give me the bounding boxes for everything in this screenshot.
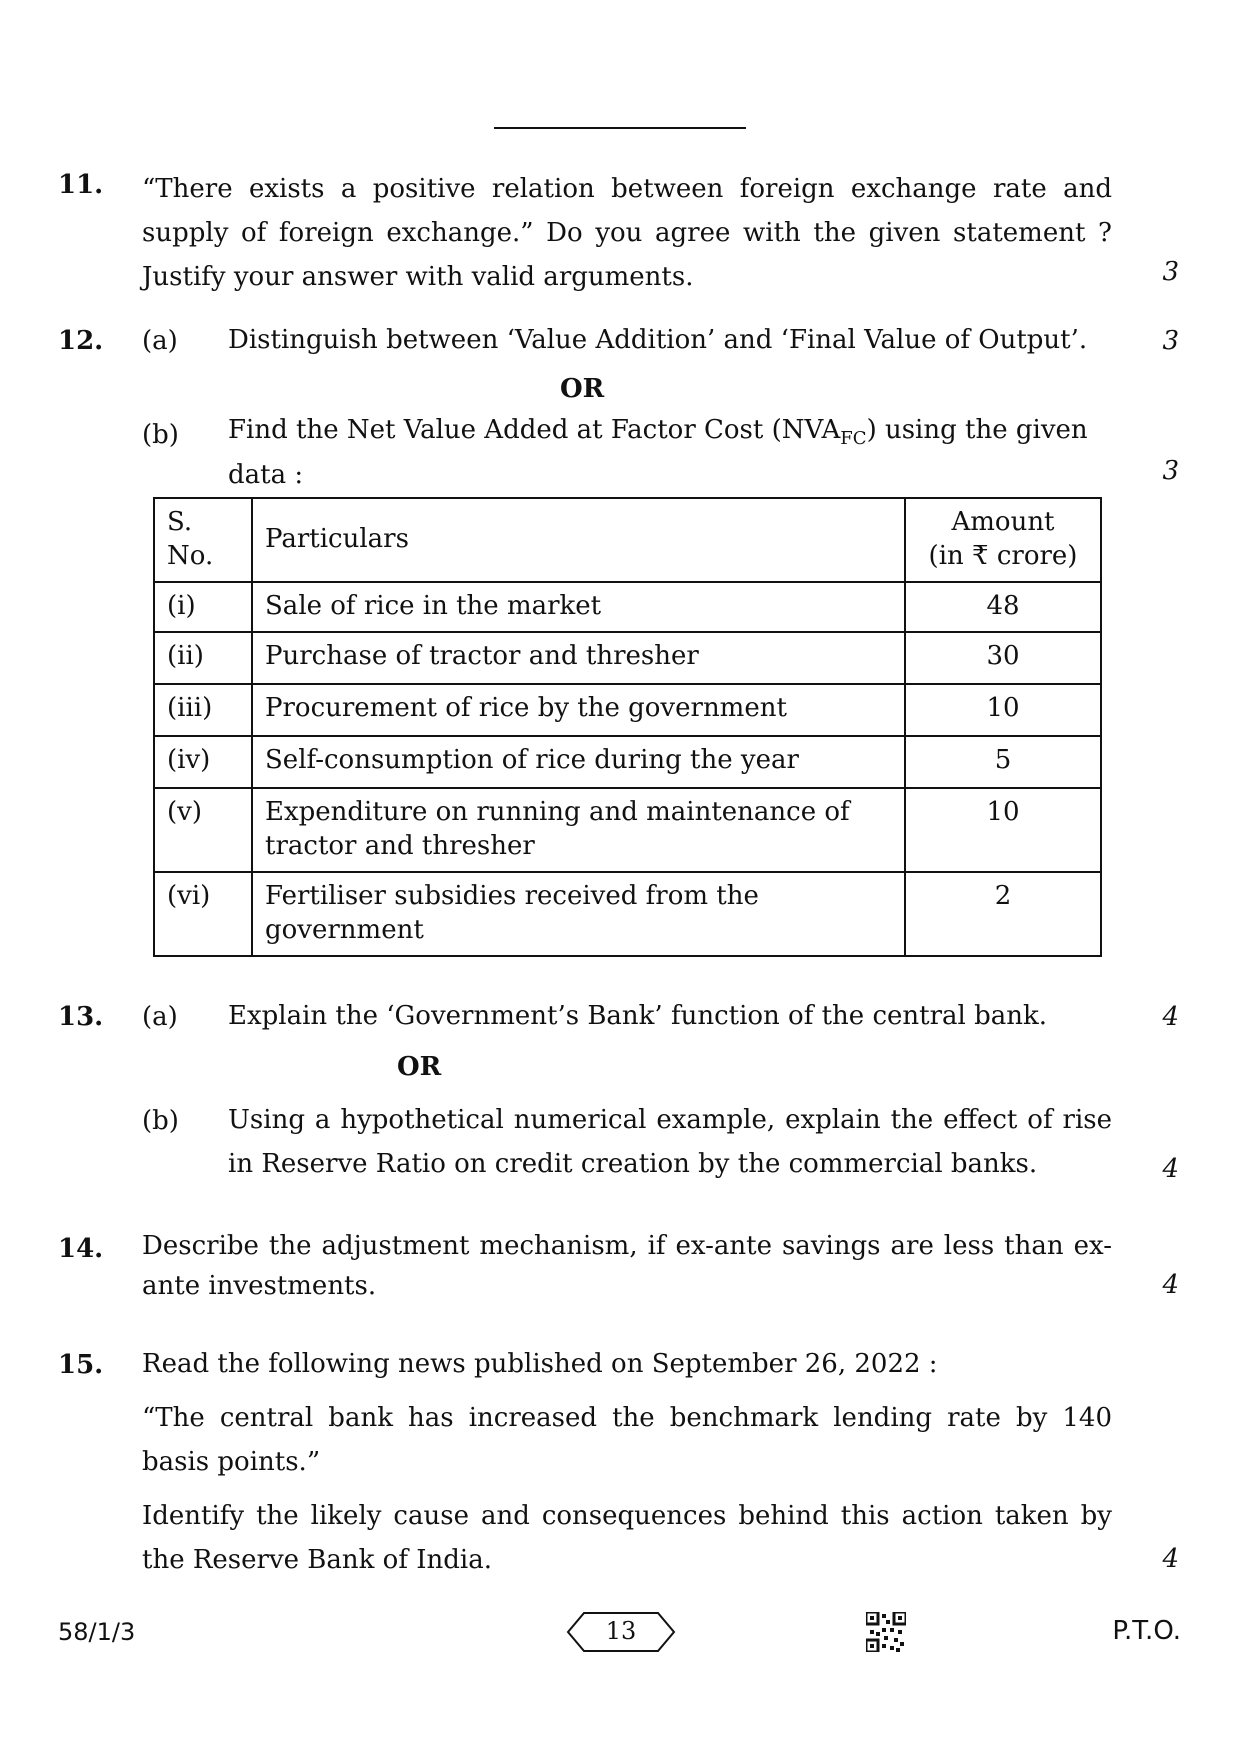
option-label: (a) <box>142 1002 178 1032</box>
header-amount: Amount (in ₹ crore) <box>905 498 1101 582</box>
option-text: Using a hypothetical numerical example, explain the effect of rise in Reserve Ratio on credit creation by the commercial banks. <box>228 1105 1112 1179</box>
question-intro: Read the following news published on September 26, 2022 : <box>142 1349 938 1379</box>
marks: 4 <box>1162 1270 1179 1300</box>
cell-particular: Expenditure on running and maintenance of tractor and thresher <box>252 788 905 872</box>
marks: 3 <box>1162 257 1179 287</box>
cell-amount: 48 <box>905 582 1101 632</box>
table-row <box>154 872 1101 956</box>
cell-amount: 5 <box>905 736 1101 788</box>
table-header-row <box>154 498 1101 582</box>
cell-amount: 2 <box>905 872 1101 956</box>
cell-particular: Self-consumption of rice during the year <box>252 736 905 788</box>
question-number: 14. <box>58 1234 104 1264</box>
table-row <box>154 632 1101 684</box>
table-row <box>154 684 1101 736</box>
or-separator: OR <box>560 374 605 404</box>
top-divider <box>494 127 746 129</box>
marks: 4 <box>1162 1544 1179 1574</box>
page-number-badge <box>566 1610 676 1654</box>
option-label: (b) <box>142 420 179 450</box>
question-number: 13. <box>58 1002 104 1032</box>
cell-particular: Purchase of tractor and thresher <box>252 632 905 684</box>
question-text: Identify the likely cause and consequences behind this action taken by the Reserve Bank of India. <box>142 1501 1112 1575</box>
cell-sn: (ii) <box>154 632 252 684</box>
question-number: 12. <box>58 326 104 356</box>
cell-particular: Procurement of rice by the government <box>252 684 905 736</box>
data-table <box>153 497 1102 957</box>
cell-amount: 10 <box>905 788 1101 872</box>
or-separator: OR <box>397 1052 442 1082</box>
cell-sn: (iii) <box>154 684 252 736</box>
header-particulars: Particulars <box>252 498 905 582</box>
marks: 3 <box>1162 326 1179 356</box>
cell-amount: 30 <box>905 632 1101 684</box>
cell-sn: (vi) <box>154 872 252 956</box>
option-text: Distinguish between ‘Value Addition’ and ‘Final Value of Output’. <box>228 325 1088 355</box>
cell-sn: (iv) <box>154 736 252 788</box>
question-text: Describe the adjustment mechanism, if ex-ante savings are less than ex-ante investments. <box>142 1231 1112 1301</box>
option-text: Explain the ‘Government’s Bank’ function of the central bank. <box>228 1001 1047 1031</box>
option-label: (b) <box>142 1106 179 1136</box>
cell-sn: (v) <box>154 788 252 872</box>
cell-particular: Sale of rice in the market <box>252 582 905 632</box>
cell-amount: 10 <box>905 684 1101 736</box>
marks: 3 <box>1162 456 1179 486</box>
news-quote: “The central bank has increased the benchmark lending rate by 140 basis points.” <box>142 1403 1112 1477</box>
paper-code: 58/1/3 <box>58 1618 136 1646</box>
qr-code-icon <box>866 1612 906 1652</box>
subscript: FC <box>840 428 867 450</box>
option-text-post: ) using the given data : <box>228 415 1088 491</box>
option-text <box>228 412 1112 493</box>
option-text-pre: Find the Net Value Added at Factor Cost (NVA <box>228 415 841 445</box>
option-label: (a) <box>142 326 178 356</box>
question-number: 15. <box>58 1350 104 1380</box>
table-row <box>154 582 1101 632</box>
marks: 4 <box>1162 1002 1179 1032</box>
page-number: 13 <box>605 1617 637 1645</box>
question-text: “There exists a positive relation between foreign exchange rate and supply of foreign exchange.” Do you agree with the given statement ? Justify your answer with valid arguments. <box>142 174 1112 292</box>
table-row <box>154 736 1101 788</box>
cell-sn: (i) <box>154 582 252 632</box>
marks: 4 <box>1162 1154 1179 1184</box>
cell-particular: Fertiliser subsidies received from the government <box>252 872 905 956</box>
header-sn: S. No. <box>154 498 252 582</box>
pto-label: P.T.O. <box>1112 1616 1181 1646</box>
question-number: 11. <box>58 170 104 200</box>
table-row <box>154 788 1101 872</box>
